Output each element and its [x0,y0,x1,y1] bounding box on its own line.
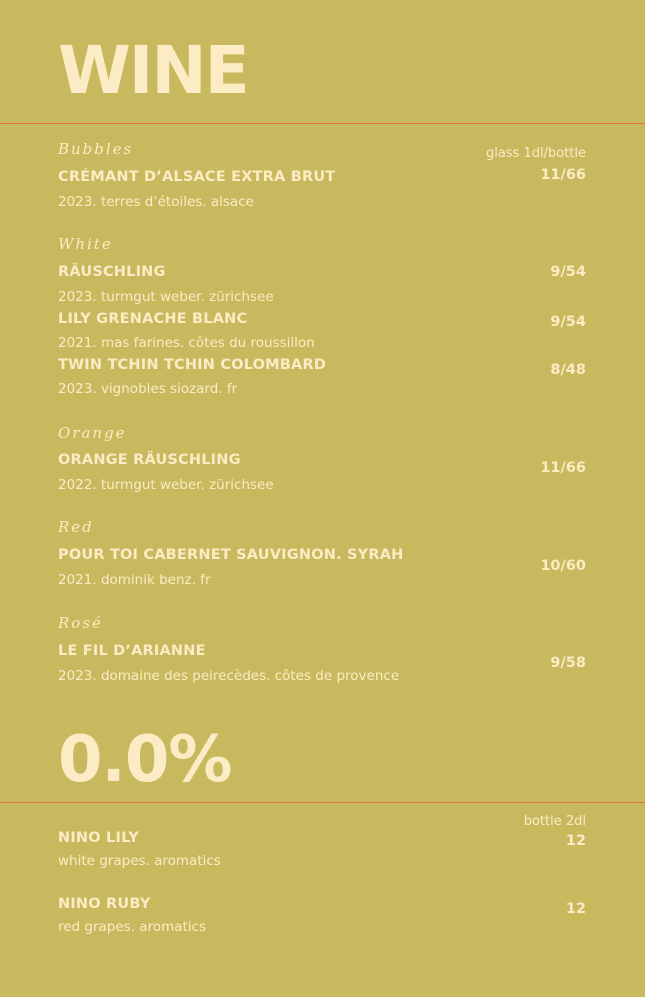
section-label-orange: Orange [58,424,127,442]
wine-price: 11/66 [540,167,586,183]
wine-name: LILY GRENACHE BLANC [58,311,248,327]
wine-description: 2023. terres d’étoiles. alsace [58,194,254,210]
drink-description: white grapes. aromatics [58,853,221,869]
wine-price: 11/66 [540,460,586,476]
wine-name: TWIN TCHIN TCHIN COLOMBARD [58,357,327,373]
drink-name: NINO LILY [58,830,139,846]
wine-price: 8/48 [550,362,586,378]
wine-description: 2023. turmgut weber. zürichsee [58,289,274,305]
divider [0,802,645,803]
wine-description: 2023. vignobles siozard. fr [58,381,238,397]
wine-price: 9/54 [550,314,586,330]
wine-name: LE FIL D’ARIANNE [58,643,206,659]
drink-description: red grapes. aromatics [58,919,207,935]
drink-price: 12 [565,833,586,849]
column-header: bottle 2dl [523,814,586,829]
wine-description: 2021. dominik benz. fr [58,572,211,588]
alcohol-free-title: 0.0% [58,723,232,797]
drink-name: NINO RUBY [58,896,151,912]
wine-description: 2022. turmgut weber. zürichsee [58,477,274,493]
wine-name: CRÉMANT D’ALSACE EXTRA BRUT [58,169,336,185]
wine-price: 9/54 [550,264,586,280]
wine-name: RÄUSCHLING [58,264,166,280]
column-header: glass 1dl/bottle [485,146,586,161]
section-label-white: White [58,235,113,253]
wine-name: POUR TOI CABERNET SAUVIGNON. SYRAH [58,547,404,563]
page-title: WINE [58,32,248,109]
section-label-bubbles: Bubbles [58,140,134,158]
wine-name: ORANGE RÄUSCHLING [58,452,241,468]
section-label-rose: Rosé [58,614,103,632]
section-label-red: Red [58,518,94,536]
divider [0,123,645,124]
wine-price: 10/60 [540,558,586,574]
drink-price: 12 [565,901,586,917]
wine-price: 9/58 [550,655,586,671]
wine-description: 2021. mas farines. côtes du roussillon [58,335,315,351]
wine-description: 2023. domaine des peirecèdes. côtes de provence [58,668,400,684]
